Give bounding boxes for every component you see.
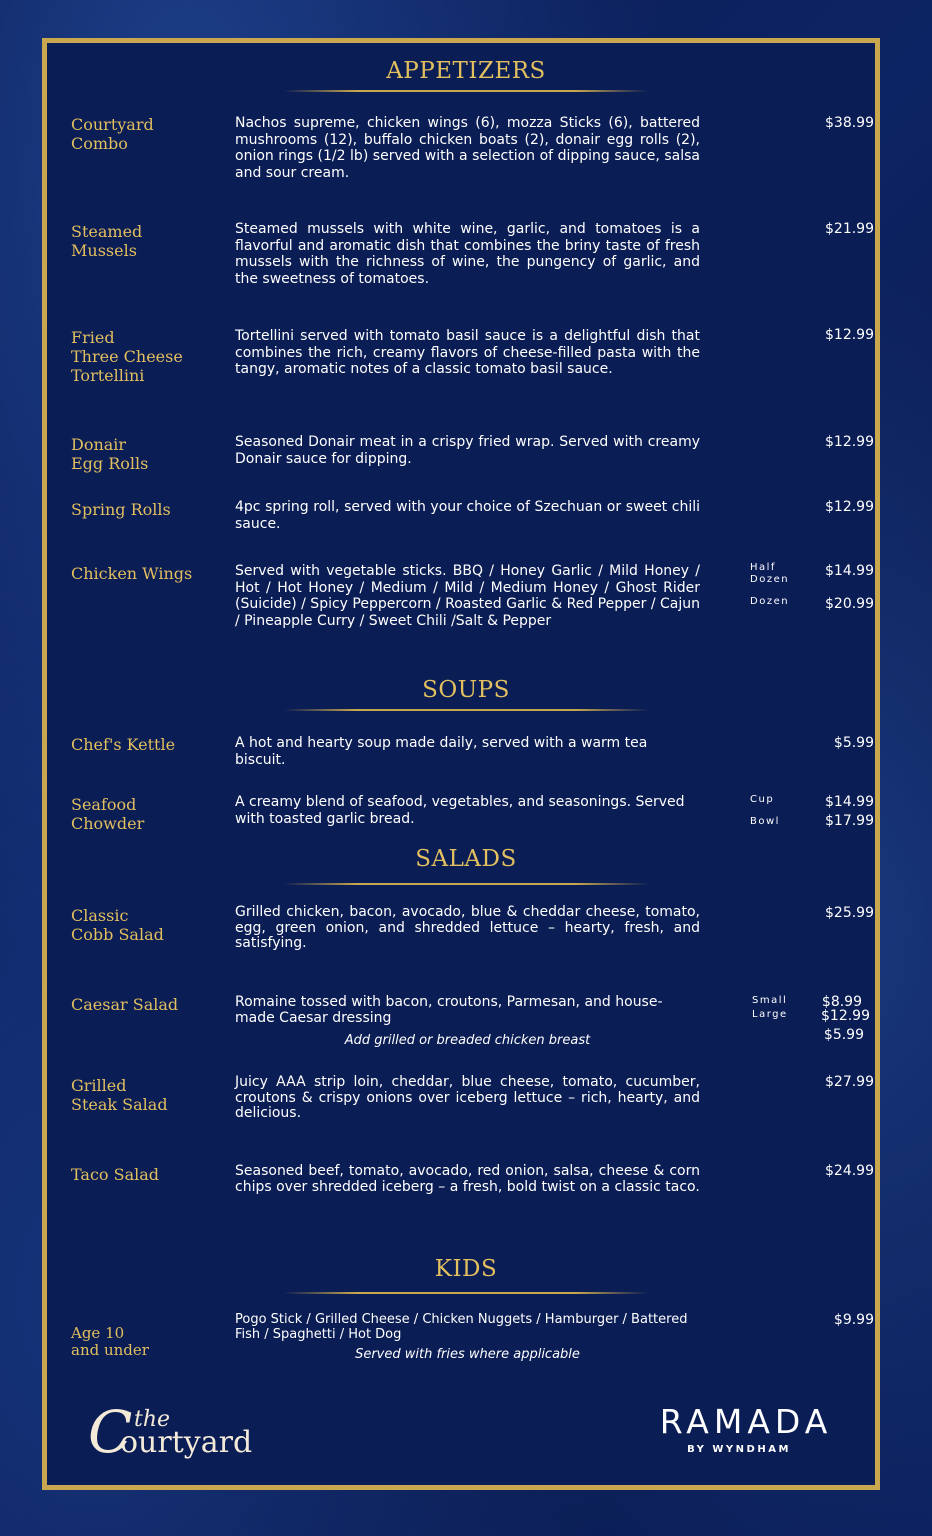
item-price: $38.99 [825, 115, 874, 131]
item-note: Served with fries where applicable [355, 1347, 580, 1362]
item-price: $12.99 [821, 1008, 870, 1024]
item-name: Taco Salad [71, 1165, 160, 1184]
item-price: $12.99 [825, 434, 874, 450]
item-price: $14.99 [825, 794, 874, 810]
svg-text:the: the [134, 1407, 171, 1432]
item-description: Steamed mussels with white wine, garlic, and tomatoes is a flavorful and aromatic dish that combines the briny taste of fresh mussels with the richness of wine, the pungency of garlic, and the sweetness of tomatoes. [235, 221, 700, 287]
item-description: Nachos supreme, chicken wings (6), mozza Sticks (6), battered mushrooms (12), buffalo chicken boats (2), donair egg rolls (2), onion rings (1/2 lb) served with a selection of dipping sauce, salsa and sour cream. [235, 115, 700, 181]
size-label: Small [752, 995, 788, 1006]
item-price: $27.99 [825, 1074, 874, 1090]
section-rule [284, 709, 648, 711]
item-price: $12.99 [825, 327, 874, 343]
item-price: $14.99 [825, 563, 874, 579]
item-description: A creamy blend of seafood, vegetables, and seasonings. Served with toasted garlic bread. [235, 794, 685, 827]
item-price: $5.99 [823, 1027, 864, 1043]
size-label: Half Dozen [750, 562, 790, 585]
courtyard-logo [86, 1398, 286, 1468]
item-name: Fried Three Cheese Tortellini [71, 328, 183, 385]
svg-text:C: C [88, 1398, 133, 1466]
section-title-soups: SOUPS [422, 677, 510, 703]
ramada-subtitle: BY WYNDHAM [687, 1444, 791, 1455]
size-label: Dozen [750, 596, 790, 607]
courtyard-logo-mark [86, 1398, 286, 1468]
section-title-kids: KIDS [434, 1256, 498, 1282]
item-note: Add grilled or breaded chicken breast [344, 1033, 591, 1048]
item-price: $9.99 [833, 1312, 874, 1328]
item-description: Romaine tossed with bacon, croutons, Parmesan, and house-made Caesar dressing [235, 994, 663, 1026]
item-price: $24.99 [825, 1163, 874, 1179]
size-label: Cup [750, 794, 775, 805]
ramada-wordmark: RAMADA [659, 1402, 833, 1441]
item-name: Caesar Salad [71, 995, 179, 1014]
item-price: $12.99 [825, 499, 874, 515]
item-name: Grilled Steak Salad [71, 1076, 168, 1114]
item-name: Donair Egg Rolls [71, 435, 149, 473]
item-description: A hot and hearty soup made daily, served with a warm tea biscuit. [235, 735, 648, 768]
item-description: Juicy AAA strip loin, cheddar, blue cheese, tomato, cucumber, croutons & crispy onions over iceberg lettuce – rich, hearty, and delicious. [235, 1074, 700, 1121]
item-description: Tortellini served with tomato basil sauce is a delightful dish that combines the rich, creamy flavors of cheese-filled pasta with the tangy, aromatic notes of a classic tomato basil sauce. [235, 328, 700, 377]
section-title-salads: SALADS [415, 846, 517, 872]
item-price: $20.99 [825, 596, 874, 612]
item-price: $25.99 [825, 905, 874, 921]
item-name: Seafood Chowder [71, 795, 145, 833]
item-name: Chef's Kettle [71, 735, 176, 754]
item-name: Classic Cobb Salad [71, 906, 164, 944]
size-label: Large [752, 1009, 788, 1020]
section-rule [284, 1292, 648, 1294]
item-description: Served with vegetable sticks. BBQ / Honey Garlic / Mild Honey / Hot / Hot Honey / Medium / Mild / Medium Honey / Ghost Rider (Suicide) / Spicy Peppercorn / Roasted Garlic & Red Pepper / Cajun / Pineapple Curry / Sweet Chili /Salt & Pepper [235, 563, 700, 629]
item-name: Steamed Mussels [71, 222, 143, 260]
item-description: Pogo Stick / Grilled Cheese / Chicken Nuggets / Hamburger / Battered Fish / Spaghetti / Hot Dog [235, 1312, 688, 1342]
item-name: Courtyard Combo [71, 115, 154, 153]
item-name: Spring Rolls [71, 500, 171, 519]
section-title-appetizers: APPETIZERS [386, 58, 546, 84]
item-price: $17.99 [825, 813, 874, 829]
item-name: Chicken Wings [71, 564, 193, 583]
item-description: Seasoned Donair meat in a crispy fried wrap. Served with creamy Donair sauce for dipping. [235, 434, 700, 467]
ramada-logo [646, 1402, 846, 1455]
item-price: $21.99 [825, 221, 874, 237]
svg-text:ourtyard: ourtyard [120, 1425, 253, 1460]
section-rule [284, 90, 648, 92]
item-name: Age 10 and under [71, 1324, 149, 1359]
item-description: Grilled chicken, bacon, avocado, blue & cheddar cheese, tomato, egg, green onion, and shredded lettuce – hearty, fresh, and satisfying. [235, 904, 700, 951]
section-rule [284, 883, 648, 885]
item-description: 4pc spring roll, served with your choice of Szechuan or sweet chili sauce. [235, 499, 700, 532]
item-price: $8.99 [821, 994, 862, 1010]
item-price: $5.99 [833, 735, 874, 751]
item-description: Seasoned beef, tomato, avocado, red onion, salsa, cheese & corn chips over shredded iceberg – a fresh, bold twist on a classic taco. [235, 1163, 700, 1195]
size-label: Bowl [750, 816, 780, 827]
